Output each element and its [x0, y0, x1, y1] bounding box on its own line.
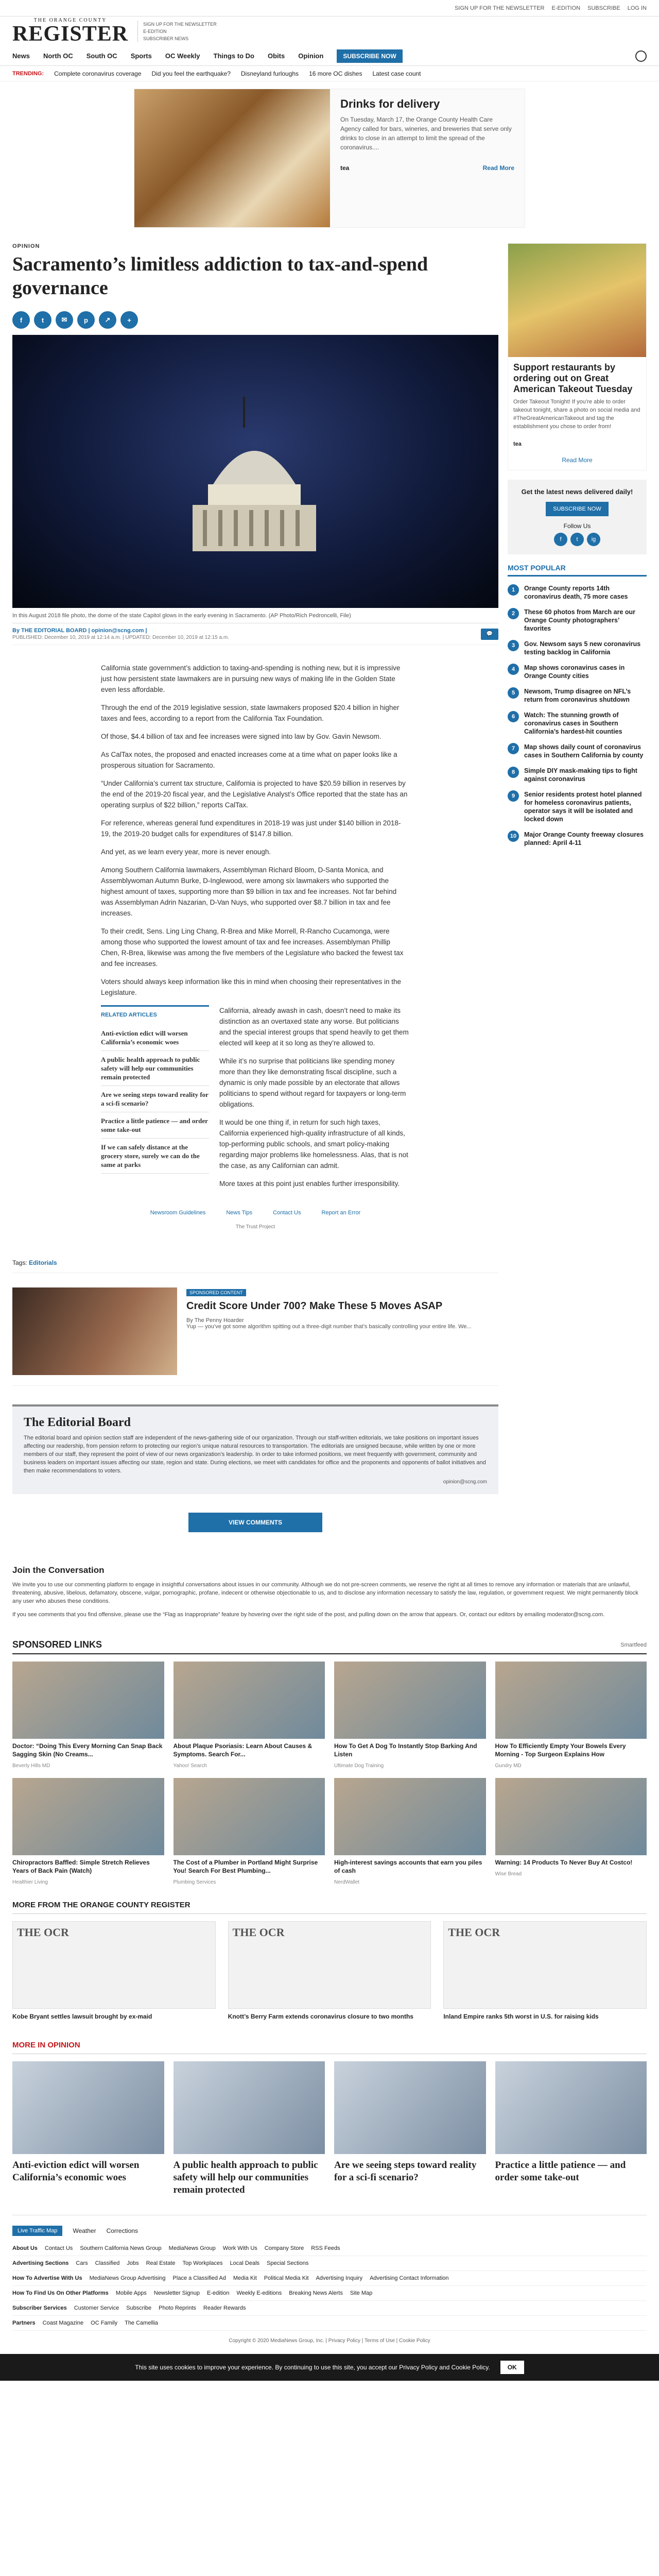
- sponsored-link-card[interactable]: [174, 1662, 325, 1769]
- sidebar-ad-title: Support restaurants by ordering out on Great American Takeout Tuesday: [513, 362, 633, 394]
- topbar-link[interactable]: SUBSCRIBE: [587, 5, 620, 11]
- footer-link[interactable]: Weekly E-editions: [236, 2290, 282, 2296]
- top-utility-bar: [0, 0, 659, 16]
- card-source: Beverly Hills MD: [12, 1763, 50, 1769]
- nav-item-oc-weekly[interactable]: OC Weekly: [165, 52, 200, 60]
- article-paragraph: More taxes at this point just enables further irresponsibility.: [219, 1180, 400, 1188]
- sponsored-link-card[interactable]: [174, 1778, 325, 1885]
- opinion-card[interactable]: [174, 2061, 325, 2196]
- sponsored-link-card[interactable]: [334, 1778, 486, 1885]
- article-paragraph: California state government’s addiction to taxing-and-spending is nothing new, but it is impressive just how persistent state lawmakers are in pursuing new ways of making life in the Golden State even less affordable.: [101, 664, 401, 693]
- popular-item[interactable]: [508, 581, 647, 604]
- popular-title[interactable]: Map shows coronavirus cases in Orange County cities: [524, 664, 625, 680]
- card-source: Healthier Living: [12, 1879, 48, 1885]
- card-image: [334, 1662, 486, 1739]
- more-share-icon[interactable]: +: [120, 311, 138, 329]
- site-logo[interactable]: [12, 18, 128, 45]
- footer-link[interactable]: Media Kit: [233, 2275, 257, 2281]
- popular-title[interactable]: Gov. Newsom says 5 new coronavirus testing backlog in California: [524, 640, 641, 656]
- sponsored-label: SPONSORED CONTENT: [186, 1289, 246, 1296]
- share-bar: [12, 311, 498, 329]
- ad-read-more[interactable]: Read More: [482, 164, 514, 172]
- sidebar-ad-image: [508, 244, 646, 357]
- newsletter-subscribe-button[interactable]: SUBSCRIBE NOW: [546, 502, 609, 516]
- card-title[interactable]: Chiropractors Baffled: Simple Stretch Relieves Years of Back Pain (Watch): [12, 1859, 150, 1874]
- section-label[interactable]: OPINION: [12, 243, 40, 249]
- footer-row: [12, 2301, 647, 2316]
- footer-link[interactable]: Newsroom Guidelines: [150, 1210, 206, 1216]
- article-body: [101, 663, 410, 1232]
- related-link[interactable]: Anti-eviction edict will worsen California’s economic woes: [101, 1025, 209, 1051]
- twitter-icon[interactable]: t: [34, 311, 51, 329]
- footer-link[interactable]: OC Family: [91, 2320, 118, 2326]
- footer-link[interactable]: MediaNews Group: [168, 2245, 216, 2251]
- opinion-card-title[interactable]: Anti-eviction edict will worsen California’s economic woes: [12, 2160, 140, 2183]
- more-from-title: MORE FROM THE ORANGE COUNTY REGISTER: [12, 1901, 647, 1914]
- card-title[interactable]: High-interest savings accounts that earn you piles of cash: [334, 1859, 482, 1874]
- cookie-ok-button[interactable]: OK: [500, 2361, 524, 2374]
- cookie-text: This site uses cookies to improve your experience. By continuing to use this site, you accept our Privacy Policy and Cookie Policy.: [135, 2364, 490, 2371]
- more-card-title[interactable]: Kobe Bryant settles lawsuit brought by ex-maid: [12, 2013, 152, 2020]
- footer-link[interactable]: Report an Error: [321, 1210, 361, 1216]
- footer-link[interactable]: Special Sections: [267, 2260, 309, 2266]
- sponsored-link-card[interactable]: [12, 1778, 164, 1885]
- more-card-title[interactable]: Knott’s Berry Farm extends coronavirus closure to two months: [228, 2013, 413, 2020]
- live-traffic-map-link[interactable]: Live Traffic Map: [12, 2226, 62, 2236]
- more-opinion-title: MORE IN OPINION: [12, 2041, 647, 2054]
- footer-link[interactable]: Coast Magazine: [42, 2320, 84, 2326]
- opinion-card[interactable]: [12, 2061, 164, 2196]
- card-image: [495, 1778, 647, 1855]
- footer-link[interactable]: Cars: [76, 2260, 88, 2266]
- card-source: Yahoo! Search: [173, 1763, 207, 1769]
- footer-row-label[interactable]: Subscriber Services: [12, 2305, 67, 2311]
- masthead-link[interactable]: E-EDITION: [143, 29, 167, 34]
- article-headline: Sacramento’s limitless addiction to tax-and-spend governance: [12, 253, 428, 299]
- rank-badge: 8: [508, 767, 519, 778]
- instagram-icon[interactable]: ig: [587, 533, 600, 546]
- pinterest-icon[interactable]: p: [77, 311, 95, 329]
- card-image: [334, 1778, 486, 1855]
- hero-image: [12, 335, 498, 608]
- conversation-body: We invite you to use our commenting platform to engage in insightful conversations about issues in our community. Although we do not pre-screen comments, we reserve the right at all times to remove any information or materials that are unlawful, threatening, abusive, libelous, defamatory, obscene, vulgar, pornographic, profane, indecent or otherwise objectionable to us, and to disclose any information necessary to satisfy the law, regulation, or government request. We might permanently block any user who abuses these conditions.: [12, 1582, 638, 1604]
- weather-link[interactable]: Weather: [73, 2227, 96, 2234]
- ocr-logo: THE OCR: [228, 1921, 431, 2009]
- subscribe-button[interactable]: SUBSCRIBE NOW: [337, 49, 402, 63]
- ocr-logo: THE OCR: [443, 1921, 647, 2009]
- footer-row-label[interactable]: Partners: [12, 2320, 36, 2326]
- card-title[interactable]: About Plaque Psoriasis: Learn About Causes & Symptoms. Search For...: [173, 1742, 313, 1758]
- tag-link[interactable]: Editorials: [29, 1259, 57, 1266]
- footer-row: [12, 2271, 647, 2286]
- share-icon[interactable]: ↗: [99, 311, 116, 329]
- sidebar-ad-body: Order Takeout Tonight! If you’re able to order takeout tonight, share a photo on social media and #TheGreatAmericanTakeout and tag the establishment you chose to order from!: [513, 399, 640, 430]
- logo-small-text: THE ORANGE COUNTY: [33, 18, 107, 23]
- article-footer-links: [101, 1208, 410, 1218]
- article-paragraph: Through the end of the 2019 legislative session, state lawmakers proposed $20.4 billion in higher taxes and fees, according to a report from the California Tax Foundation.: [101, 704, 400, 722]
- footer-link[interactable]: MediaNews Group Advertising: [89, 2275, 166, 2281]
- trending-link[interactable]: Latest case count: [372, 70, 421, 77]
- footer-row-label[interactable]: Advertising Sections: [12, 2260, 69, 2266]
- top-ad[interactable]: [134, 89, 525, 228]
- footer-link[interactable]: Contact Us: [44, 2245, 73, 2251]
- trending-link[interactable]: 16 more OC dishes: [309, 70, 362, 77]
- article-paragraph: Of those, $4.4 billion of tax and fee increases were signed into law by Gov. Gavin Newsom.: [101, 733, 381, 740]
- trending-bar: [0, 66, 659, 81]
- cookie-banner: [0, 2354, 659, 2381]
- rank-badge: 2: [508, 608, 519, 619]
- tags-label: Tags:: [12, 1259, 27, 1266]
- article-paragraph: It would be one thing if, in return for such high taxes, California experienced high-quality infrastructure of all kinds, top-performing public schools, and smart policy-making regarding major problems like homelessness. Alas, that is not the case, as any Californian can admit.: [219, 1118, 408, 1170]
- footer-row-label[interactable]: About Us: [12, 2245, 38, 2251]
- capitol-dome-graphic: [182, 397, 326, 551]
- sponsored-image: [12, 1287, 177, 1375]
- ad-image: [134, 89, 330, 227]
- rank-badge: 7: [508, 743, 519, 754]
- view-comments-button[interactable]: VIEW COMMENTS: [188, 1513, 322, 1532]
- popular-item[interactable]: [508, 660, 647, 684]
- sponsored-links-header: [12, 1639, 647, 1654]
- related-title: RELATED ARTICLES: [101, 1012, 157, 1018]
- popular-item[interactable]: [508, 636, 647, 660]
- footer-link[interactable]: RSS Feeds: [311, 2245, 340, 2251]
- editorial-board-box: [12, 1404, 498, 1494]
- footer-link[interactable]: Breaking News Alerts: [289, 2290, 343, 2296]
- editorial-board-title: The Editorial Board: [24, 1416, 131, 1429]
- publish-dates: PUBLISHED: December 10, 2019 at 12:14 a.m. | UPDATED: December 10, 2019 at 12:15 a.m.: [12, 635, 229, 640]
- main-nav: [0, 46, 659, 66]
- sponsored-link-card[interactable]: [334, 1662, 486, 1769]
- rank-badge: 10: [508, 831, 519, 842]
- card-title[interactable]: Warning: 14 Products To Never Buy At Costco!: [495, 1859, 633, 1866]
- rank-badge: 4: [508, 664, 519, 675]
- main-column: [12, 243, 498, 1553]
- comment-icon[interactable]: 💬: [481, 629, 498, 640]
- ocr-logo: THE OCR: [12, 1921, 216, 2009]
- masthead-link[interactable]: SIGN UP FOR THE NEWSLETTER: [143, 22, 217, 27]
- popular-title[interactable]: Orange County reports 14th coronavirus death, 75 more cases: [524, 585, 628, 600]
- card-source: Wise Bread: [495, 1871, 522, 1877]
- most-popular-title: MOST POPULAR: [508, 564, 647, 577]
- card-image: [12, 1778, 164, 1855]
- more-in-opinion: [12, 2041, 647, 2196]
- popular-title[interactable]: Watch: The stunning growth of coronavirus cases in Southern California’s hardest-hit counties: [524, 711, 622, 735]
- footer-link[interactable]: Real Estate: [146, 2260, 176, 2266]
- popular-item[interactable]: [508, 739, 647, 763]
- more-card[interactable]: [12, 1921, 216, 2020]
- byline[interactable]: By THE EDITORIAL BOARD | opinion@scng.com |: [12, 628, 147, 634]
- topbar-link[interactable]: SIGN UP FOR THE NEWSLETTER: [455, 5, 545, 11]
- photo-caption: In this August 2018 file photo, the dome of the state Capitol glows in the early evening in Sacramento. (AP Photo/Rich Pedroncelli, File): [12, 608, 498, 623]
- copyright: Copyright © 2020 MediaNews Group, Inc. | Privacy Policy | Terms of Use | Cookie Policy: [229, 2338, 430, 2344]
- more-card[interactable]: [228, 1921, 431, 2020]
- footer-link[interactable]: Local Deals: [230, 2260, 260, 2266]
- site-footer: [12, 2215, 647, 2354]
- lower-content: [12, 1565, 647, 2354]
- conversation-body: If you see comments that you find offensive, please use the “Flag as Inappropriate” feature by hovering over the right side of the post, and pulling down on the arrow that appears. Or, contact our editors by emailing moderator@scng.com.: [12, 1612, 605, 1618]
- sponsored-links-title: SPONSORED LINKS: [12, 1639, 102, 1650]
- card-title[interactable]: Doctor: “Doing This Every Morning Can Snap Back Sagging Skin (No Creams...: [12, 1742, 163, 1758]
- footer-link[interactable]: Jobs: [127, 2260, 139, 2266]
- email-icon[interactable]: ✉: [56, 311, 73, 329]
- card-image: [174, 1662, 325, 1739]
- popular-title[interactable]: Simple DIY mask-making tips to fight against coronavirus: [524, 767, 637, 783]
- related-link[interactable]: A public health approach to public safety will help our communities remain protected: [101, 1051, 209, 1086]
- masthead-links: [137, 21, 217, 42]
- sponsored-link-card[interactable]: [12, 1662, 164, 1769]
- popular-title[interactable]: Newsom, Trump disagree on NFL’s return from coronavirus shutdown: [524, 688, 631, 703]
- card-image: [12, 2061, 164, 2154]
- facebook-icon[interactable]: f: [554, 533, 567, 546]
- opinion-card-title[interactable]: A public health approach to public safety will help our communities remain protected: [173, 2160, 318, 2195]
- trending-link[interactable]: Disneyland furloughs: [240, 70, 299, 77]
- card-title[interactable]: How To Get A Dog To Instantly Stop Barking And Listen: [334, 1742, 477, 1758]
- card-image: [495, 2061, 647, 2154]
- more-from-register: [12, 1901, 647, 2020]
- footer-row: [12, 2256, 647, 2271]
- topbar-link[interactable]: E-EDITION: [551, 5, 581, 11]
- popular-item[interactable]: [508, 787, 647, 827]
- article-paragraph: California, already awash in cash, doesn’t need to make its distinction as an overtaxed state any worse. But politicians and the special interest groups that spend heavily to get them elected will keep at it so long as they’re allowed to.: [219, 1007, 409, 1047]
- footer-row-label[interactable]: How To Advertise With Us: [12, 2275, 82, 2281]
- footer-link[interactable]: E-edition: [207, 2290, 230, 2296]
- masthead: [0, 16, 659, 46]
- sidebar-ad-read-more[interactable]: Read More: [562, 456, 593, 464]
- newsletter-title: Get the latest news delivered daily!: [521, 488, 633, 496]
- footer-row-label[interactable]: How To Find Us On Other Platforms: [12, 2290, 109, 2296]
- popular-item[interactable]: [508, 827, 647, 851]
- card-title[interactable]: How To Efficiently Empty Your Bowels Every Morning - Top Surgeon Explains How: [495, 1742, 626, 1758]
- footer-link[interactable]: Site Map: [350, 2290, 373, 2296]
- footer-link[interactable]: Photo Reprints: [159, 2305, 196, 2311]
- footer-row: [12, 2316, 647, 2331]
- ad-brand: tea: [340, 164, 350, 172]
- popular-title[interactable]: Map shows daily count of coronavirus cases in Southern California by county: [524, 743, 644, 759]
- footer-link[interactable]: The Camellia: [125, 2320, 158, 2326]
- sponsored-body: Yup — you’ve got some algorithm spitting out a three-digit number that’s basically controlling your entire life. We...: [186, 1324, 472, 1330]
- editorial-board-email[interactable]: opinion@scng.com: [443, 1479, 487, 1485]
- smartfeed-label[interactable]: Smartfeed: [620, 1641, 647, 1648]
- ad-body: On Tuesday, March 17, the Orange County Health Care Agency called for bars, wineries, and breweries that serve only drinks to close in an attempt to limit the spread of the coronavirus....: [340, 116, 512, 151]
- card-source: Ultimate Dog Training: [334, 1763, 384, 1769]
- rank-badge: 1: [508, 584, 519, 596]
- footer-link[interactable]: Work With Us: [222, 2245, 257, 2251]
- sponsored-link-card[interactable]: [495, 1662, 647, 1769]
- card-source: NerdWallet: [334, 1879, 360, 1885]
- nav-item-sports[interactable]: Sports: [130, 52, 152, 60]
- footer-row: [12, 2286, 647, 2301]
- footer-link[interactable]: Classified: [95, 2260, 120, 2266]
- newsletter-box: [508, 480, 647, 554]
- twitter-icon[interactable]: t: [570, 533, 584, 546]
- popular-item[interactable]: [508, 763, 647, 787]
- rank-badge: 9: [508, 790, 519, 802]
- related-link[interactable]: If we can safely distance at the grocery store, surely we can do the same at parks: [101, 1139, 209, 1174]
- article-paragraph: Voters should always keep information like this in mind when choosing their representatives in the Legislature.: [101, 978, 402, 996]
- nav-item-obits[interactable]: Obits: [267, 52, 285, 60]
- ad-title: Drinks for delivery: [340, 97, 440, 110]
- opinion-card[interactable]: [495, 2061, 647, 2196]
- footer-link[interactable]: Contact Us: [273, 1210, 301, 1216]
- footer-link[interactable]: Place a Classified Ad: [172, 2275, 226, 2281]
- more-card[interactable]: [443, 1921, 647, 2020]
- card-image: [174, 2061, 325, 2154]
- popular-title[interactable]: Senior residents protest hotel planned for homeless coronavirus patients, operator says it will be isolated and locked down: [524, 791, 642, 823]
- rank-badge: 3: [508, 640, 519, 651]
- footer-link[interactable]: Mobile Apps: [115, 2290, 147, 2296]
- conversation-title: Join the Conversation: [12, 1565, 105, 1575]
- article-paragraph: For reference, whereas general fund expenditures in 2018-19 was just under $140 billion in 2018-19, the 2019-20 budget calls for expenditures of $147.8 billion.: [101, 819, 401, 838]
- article-paragraph: To their credit, Sens. Ling Ling Chang, R-Brea and Mike Morrell, R-Rancho Cucamonga, were among those who supported the lowest amount of tax and fee increases. Assemblyman Phillip Chen, R-Brea, likewise was among the five members of the Legislature who backed the fewest tax and fee increases.: [101, 927, 404, 968]
- editorial-board-body: The editorial board and opinion section staff are independent of the news-gathering side of our organization. Through our staff-written editorials, we take positions on important issues affecting our readership, from pension reform to protecting our region’s unique natural resources to transportation. The editorials are unsigned because, while written by one or more members of our staff, they represent the point of view of our news organization’s leadership. In order to take informed positions, we meet frequently with government, community and business leaders on important issues affecting our state, region and state. During elections, we meet with candidates for office and the proponents and opponents of ballot initiatives and then make recommendations to voters.: [24, 1435, 486, 1474]
- logo-big-text: REGISTER: [12, 22, 129, 46]
- footer-link[interactable]: Top Workplaces: [182, 2260, 223, 2266]
- card-image: [174, 1778, 325, 1855]
- footer-row: [12, 2241, 647, 2256]
- footer-link[interactable]: News Tips: [226, 1210, 253, 1216]
- article-paragraph: “Under California’s current tax structure, California is projected to have $20.59 billion in reserves by the end of the 2019-20 fiscal year, and the Legislative Analyst’s Office reported that the state has an operating surplus of $22 billion,” reports CalTax.: [101, 779, 408, 809]
- card-image: [495, 1662, 647, 1739]
- popular-item[interactable]: [508, 604, 647, 636]
- sponsored-by: By The Penny Hoarder: [186, 1317, 244, 1324]
- sponsored-title[interactable]: Credit Score Under 700? Make These 5 Moves ASAP: [186, 1300, 443, 1312]
- footer-link[interactable]: Company Store: [264, 2245, 304, 2251]
- card-image: [334, 2061, 486, 2154]
- related-link[interactable]: Are we seeing steps toward reality for a sci-fi scenario?: [101, 1086, 209, 1112]
- article-paragraph: And yet, as we learn every year, more is never enough.: [101, 848, 271, 856]
- trust-project[interactable]: The Trust Project: [235, 1224, 275, 1230]
- related-link[interactable]: Practice a little patience — and order some take-out: [101, 1112, 209, 1139]
- footer-link[interactable]: Political Media Kit: [264, 2275, 309, 2281]
- footer-social: [12, 2221, 647, 2241]
- popular-item[interactable]: [508, 684, 647, 707]
- card-source: Plumbing Services: [173, 1879, 216, 1885]
- trending-link[interactable]: Did you feel the earthquake?: [151, 70, 231, 77]
- topbar-link[interactable]: LOG IN: [627, 5, 647, 11]
- footer-link[interactable]: Southern California News Group: [80, 2245, 162, 2251]
- footer-link[interactable]: Customer Service: [74, 2305, 119, 2311]
- trending-label: TRENDING:: [12, 70, 44, 77]
- nav-item-north-oc[interactable]: North OC: [43, 52, 73, 60]
- tags-row: [12, 1253, 498, 1273]
- follow-us-label: Follow Us: [563, 522, 591, 530]
- sidebar-ad-brand: tea: [513, 441, 522, 447]
- card-image: [12, 1662, 164, 1739]
- sponsored-link-card[interactable]: [495, 1778, 647, 1885]
- popular-title[interactable]: These 60 photos from March are our Orange County photographers’ favorites: [524, 608, 636, 632]
- rank-badge: 5: [508, 687, 519, 699]
- trending-link[interactable]: Complete coronavirus coverage: [54, 70, 142, 77]
- article-paragraph: Among Southern California lawmakers, Assemblyman Richard Bloom, D-Santa Monica, and Assemblywoman Autumn Burke, D-Inglewood, were among six lawmakers who supported the highest amount of taxes, supporting more than $9 billion in tax and fee increases. Not far behind was Assemblyman Adrin Nazarian, D-Van Nuys, who supported over $8.7 billion in tax and fee increases.: [101, 866, 397, 917]
- sidebar: [508, 243, 647, 1553]
- nav-item-opinion[interactable]: Opinion: [298, 52, 324, 60]
- corrections-link[interactable]: Corrections: [106, 2227, 138, 2234]
- footer-link[interactable]: Advertising Contact Information: [370, 2275, 449, 2281]
- opinion-card[interactable]: [334, 2061, 486, 2196]
- footer-link[interactable]: Reader Rewards: [203, 2305, 246, 2311]
- footer-link[interactable]: Subscribe: [126, 2305, 152, 2311]
- opinion-card-title[interactable]: Are we seeing steps toward reality for a sci-fi scenario?: [334, 2160, 477, 2183]
- more-card-title[interactable]: Inland Empire ranks 5th worst in U.S. for raising kids: [443, 2013, 599, 2020]
- popular-title[interactable]: Major Orange County freeway closures planned: April 4-11: [524, 831, 644, 846]
- nav-item-south-oc[interactable]: South OC: [86, 52, 117, 60]
- footer-link[interactable]: Advertising Inquiry: [316, 2275, 363, 2281]
- footer-link[interactable]: Newsletter Signup: [153, 2290, 200, 2296]
- nav-item-news[interactable]: News: [12, 52, 30, 60]
- rank-badge: 6: [508, 711, 519, 722]
- card-title[interactable]: The Cost of a Plumber in Portland Might Surprise You! Search For Best Plumbing...: [173, 1859, 318, 1874]
- popular-item[interactable]: [508, 707, 647, 739]
- facebook-icon[interactable]: f: [12, 311, 30, 329]
- opinion-card-title[interactable]: Practice a little patience — and order some take-out: [495, 2160, 626, 2183]
- most-popular: [508, 564, 647, 851]
- sidebar-ad[interactable]: [508, 243, 647, 470]
- card-source: Gundry MD: [495, 1763, 522, 1769]
- related-articles: [101, 1005, 209, 1174]
- masthead-link[interactable]: SUBSCRIBER NEWS: [143, 36, 189, 41]
- sponsored-links-grid: [12, 1662, 647, 1885]
- article-paragraph: As CalTax notes, the proposed and enacted increases come at a time what on paper looks like a prosperous situation for Sacramento.: [101, 751, 397, 769]
- nav-item-things-to-do[interactable]: Things to Do: [213, 52, 254, 60]
- search-icon[interactable]: [635, 50, 647, 62]
- article-paragraph: While it’s no surprise that politicians like spending money more than they like demonstrating fiscal discipline, such a dynamic is only made possible by an electorate that allows politicians to spend without regard for taxpayers or long-term obligations.: [219, 1057, 406, 1108]
- sponsored-content[interactable]: [12, 1287, 498, 1386]
- byline-bar: [12, 623, 498, 645]
